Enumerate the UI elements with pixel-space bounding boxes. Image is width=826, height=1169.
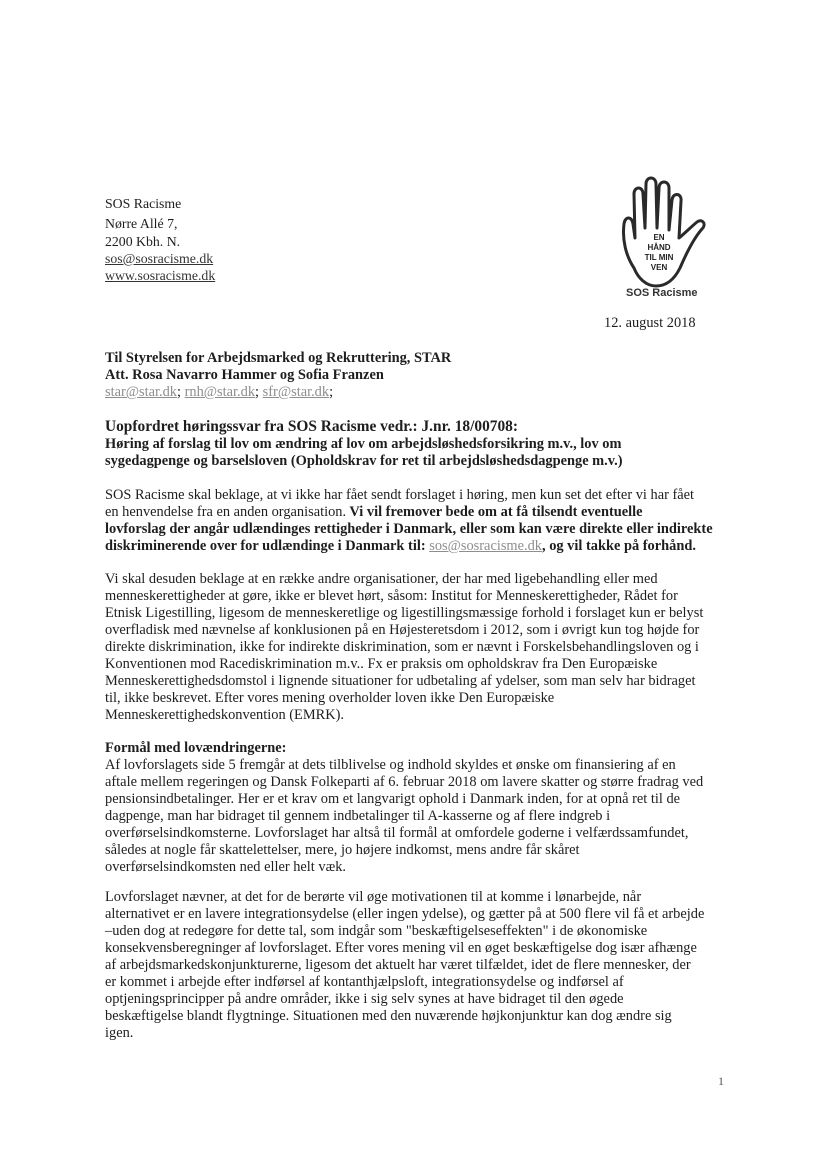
subject-line-2: Høring af forslag til lov om ændring af lov om arbejdsløshedsforsikring m.v., lov om — [105, 436, 622, 452]
letter-date: 12. august 2018 — [604, 315, 696, 331]
recipient-emails: star@star.dk; rnh@star.dk; sfr@star.dk; — [105, 384, 334, 400]
para2-line: Menneskerettighedskonvention (EMRK). — [105, 707, 344, 723]
para1-line-4-text: diskriminerende over for udlændinge i Danmark til: — [105, 538, 430, 554]
para2-line: Vi skal desuden beklage at en række andre organisationer, der har med ligebehandling eller med — [105, 571, 658, 587]
para4-line: –uden dog at redegøre for dette tal, som indgår som "beskæftigelseseffekten" i de økonomiske — [105, 923, 648, 939]
recipient-line-2: Att. Rosa Navarro Hammer og Sofia Franzen — [105, 367, 384, 383]
contact-email-link[interactable]: sos@sosracisme.dk — [429, 538, 542, 554]
para3-line: Af lovforslagets side 5 fremgår at dets tilblivelse og indhold skyldes et ønske om finansiering af en — [105, 757, 676, 773]
para1-line-3: lovforslag der angår udlændinges rettigheder i Danmark, eller som kan være direkte eller indirekte — [105, 521, 713, 537]
hand-text-line-2: HÅND — [647, 243, 671, 252]
hand-text-line-1: EN — [653, 233, 665, 242]
sender-email-link[interactable]: sos@sosracisme.dk — [105, 251, 214, 266]
subject-line-1: Uopfordret høringssvar fra SOS Racisme vedr.: J.nr. 18/00708: — [105, 418, 518, 435]
para2-line: Etnisk Ligestilling, ligesom de menneskeretlige og ligestillingsmæssige forhold i forslaget kun er belyst — [105, 605, 704, 621]
para4-line: optjeningsprincipper på andre områder, ikke i sig selv synes at have bidraget til den øgede — [105, 991, 624, 1007]
para3-line: overførselsindkomsten ned eller helt væk. — [105, 859, 346, 875]
para3-line: aftale mellem regeringen og Dansk Folkeparti af 6. februar 2018 om lavere skatter og større fradrag ved — [105, 774, 704, 790]
para3-line: dagpenge, man har bidraget til gennem indbetalinger til A-kasserne og af flere indgreb i — [105, 808, 611, 824]
recipient-email-link[interactable]: sfr@star.dk — [262, 384, 330, 400]
sender-name: SOS Racisme — [105, 196, 182, 211]
para4-line: beskæftigelse blandt flygtninge. Situationen med den nuværende højkonjunktur kan dog ændre sig — [105, 1008, 672, 1024]
para1-line-4 — [105, 538, 696, 555]
para2-line: direkte diskrimination, ikke for indirekte diskrimination, som er nævnt i Forskelsbehandlingsloven og i — [105, 639, 699, 655]
sender-city: 2200 Kbh. N. — [105, 234, 181, 249]
para4-line: alternativet er en lavere integrationsydelse (eller ingen ydelse), og gætter på at 500 flere vil få et arbejde — [105, 906, 705, 922]
recipient-email-link[interactable]: rnh@star.dk — [184, 384, 256, 400]
para2-line: menneskerettigheder at gøre, ikke er blevet hørt, såsom: Institut for Menneskerettigheder, Rådet for — [105, 588, 678, 604]
logo-caption: SOS Racisme — [626, 287, 698, 299]
para1-line-2-text: en henvendelse fra en anden organisation. — [105, 504, 347, 520]
para4-line: igen. — [105, 1025, 134, 1041]
para1-line-2-bold: Vi vil fremover bede om at få tilsendt eventuelle — [346, 504, 643, 520]
para2-line: Menneskerettighedsdomstol i lignende situationer for udbetaling af ydelser, som man selv har bidraget — [105, 673, 696, 689]
section-heading: Formål med lovændringerne: — [105, 740, 287, 756]
hand-text-line-4: VEN — [650, 263, 668, 272]
para3-line: overførselsindkomsterne. Lovforslaget har altså til formål at omfordele goderne i velfærdssamfundet, — [105, 825, 689, 841]
sender-street: Nørre Allé 7, — [105, 216, 178, 231]
para1-line-2 — [105, 504, 643, 521]
para3-line: således at nogle får skattelettelser, mere, jo højere indkomst, mens andre får skåret — [105, 842, 580, 858]
para4-line: er kommet i arbejde efter indførsel af kontanthjælpsloft, integrationsydelse og indførsel af — [105, 974, 624, 990]
para2-line: Konventionen mod Racediskrimination m.v.. Fx er praksis om opholdskrav fra Den Europæiske — [105, 656, 658, 672]
para4-line: konsekvensberegninger af lovforslaget. Efter vores mening vil en øget beskæftigelse dog især afhænge — [105, 940, 697, 956]
subject-line-3: sygedagpenge og barselsloven (Opholdskrav for ret til arbejdsløshedsdagpenge m.v.) — [105, 453, 623, 469]
para4-line: af arbejdsmarkedskonjunkturerne, ligesom det aktuelt har været tilfældet, idet de flere mennesker, der — [105, 957, 691, 973]
para1-line-4-end: , og vil takke på forhånd. — [542, 538, 696, 554]
hand-text-line-3: TIL MIN — [644, 253, 674, 262]
recipient-line-1: Til Styrelsen for Arbejdsmarked og Rekruttering, STAR — [105, 350, 452, 366]
para1-line-1: SOS Racisme skal beklage, at vi ikke har fået sendt forslaget i høring, men kun set det efter vi har fået — [105, 487, 695, 503]
recipient-email-link[interactable]: star@star.dk — [105, 384, 178, 400]
page-number: 1 — [718, 1074, 724, 1088]
para4-line: Lovforslaget nævner, at det for de berørte vil øge motivationen til at komme i lønarbejde, når — [105, 889, 642, 905]
sender-web-link[interactable]: www.sosracisme.dk — [105, 268, 216, 283]
para3-line: pensionsindbetalinger. Her er et krav om et langvarigt ophold i Danmark inden, for at opnå ret til de — [105, 791, 681, 807]
para2-line: overfladisk med nævnelse af konklusionen på en Højesteretsdom i 2012, som i øvrigt kun tog højde for — [105, 622, 700, 638]
para2-line: til, ikke beskrevet. Efter vores mening overholder loven ikke Den Europæiske — [105, 690, 555, 706]
